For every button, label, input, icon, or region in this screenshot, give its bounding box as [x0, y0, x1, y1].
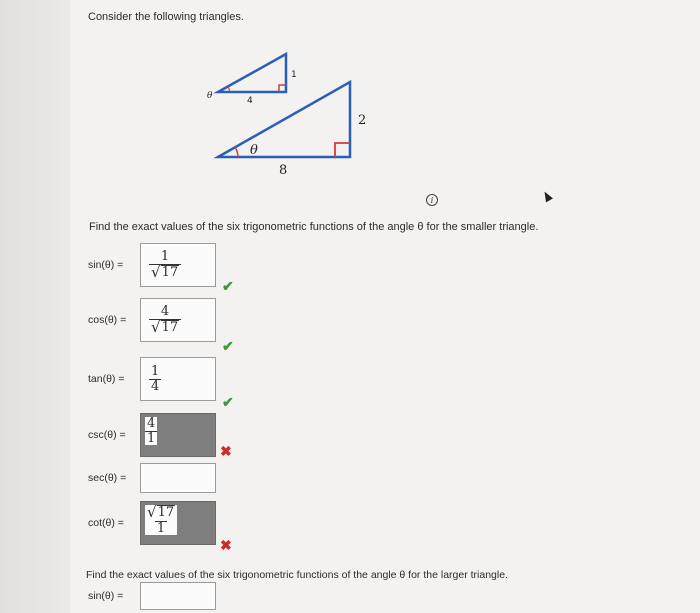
- csc-fraction: [145, 417, 157, 445]
- tan-numerator: 1: [151, 363, 160, 379]
- cross-icon: ✖: [220, 443, 232, 459]
- cot-answer-box[interactable]: [140, 501, 216, 545]
- cos-numerator: 4: [160, 303, 170, 319]
- cos-answer-box[interactable]: [140, 298, 216, 342]
- left-margin: [0, 0, 70, 613]
- csc-label: csc(θ) =: [88, 429, 126, 441]
- question-small-triangle: Find the exact values of the six trigonometric functions of the angle θ for the smaller triangle.: [89, 221, 539, 233]
- cot-label: cot(θ) =: [88, 517, 124, 529]
- sin-denominator: [149, 264, 181, 281]
- sin-radicand: 17: [161, 264, 179, 280]
- tan-denominator: 4: [151, 378, 160, 394]
- small-triangle: [218, 54, 286, 92]
- small-adjacent-label: 4: [247, 96, 253, 106]
- question-large-triangle: Find the exact values of the six trigonometric functions of the angle θ for the larger triangle.: [86, 569, 508, 581]
- sin-numerator: 1: [160, 248, 170, 264]
- cos-denominator: [149, 319, 181, 336]
- large-opposite-label: 2: [358, 113, 367, 128]
- check-icon: ✔: [222, 278, 234, 294]
- cos-label: cos(θ) =: [88, 314, 127, 326]
- intro-text: Consider the following triangles.: [88, 11, 244, 23]
- cos-fraction: [149, 305, 181, 335]
- cot-fraction: [145, 505, 177, 535]
- cot-radicand: 17: [157, 505, 175, 520]
- csc-answer-box[interactable]: [140, 413, 216, 457]
- answer-row-cos: [88, 297, 216, 343]
- sec-answer-box[interactable]: [140, 463, 216, 493]
- small-opposite-label: 1: [291, 70, 297, 80]
- tan-fraction: [149, 365, 161, 393]
- large-sin-label: sin(θ) =: [88, 590, 124, 602]
- triangles-figure: [190, 40, 390, 180]
- sin-fraction: [149, 250, 181, 280]
- sqrt-icon: √: [151, 262, 161, 281]
- answer-row-sec: [88, 455, 216, 501]
- tan-label: tan(θ) =: [88, 373, 125, 385]
- check-icon: ✔: [222, 338, 234, 354]
- csc-denominator: 1: [147, 430, 156, 446]
- sec-label: sec(θ) =: [88, 472, 127, 484]
- sin-label: sin(θ) =: [88, 259, 124, 271]
- cos-radicand: 17: [161, 319, 179, 335]
- check-icon: ✔: [222, 394, 234, 410]
- cot-numerator: [145, 505, 177, 521]
- answer-row-csc: [88, 412, 216, 458]
- answer-row-large-sin: [88, 578, 216, 613]
- small-theta-label: θ: [207, 91, 213, 101]
- sqrt-icon: √: [151, 317, 161, 336]
- csc-numerator: 4: [147, 416, 156, 431]
- answer-row-tan: [88, 356, 216, 402]
- sqrt-icon: √: [147, 503, 157, 521]
- cross-icon: ✖: [220, 537, 232, 553]
- answer-row-sin: [88, 242, 216, 288]
- large-adjacent-label: 8: [279, 163, 288, 178]
- answer-row-cot: [88, 500, 216, 546]
- large-theta-label: θ: [250, 143, 258, 158]
- tan-answer-box[interactable]: [140, 357, 216, 401]
- info-icon[interactable]: i: [426, 194, 438, 206]
- large-sin-answer-box[interactable]: [140, 582, 216, 610]
- cot-denominator: 1: [156, 520, 166, 536]
- sin-answer-box[interactable]: [140, 243, 216, 287]
